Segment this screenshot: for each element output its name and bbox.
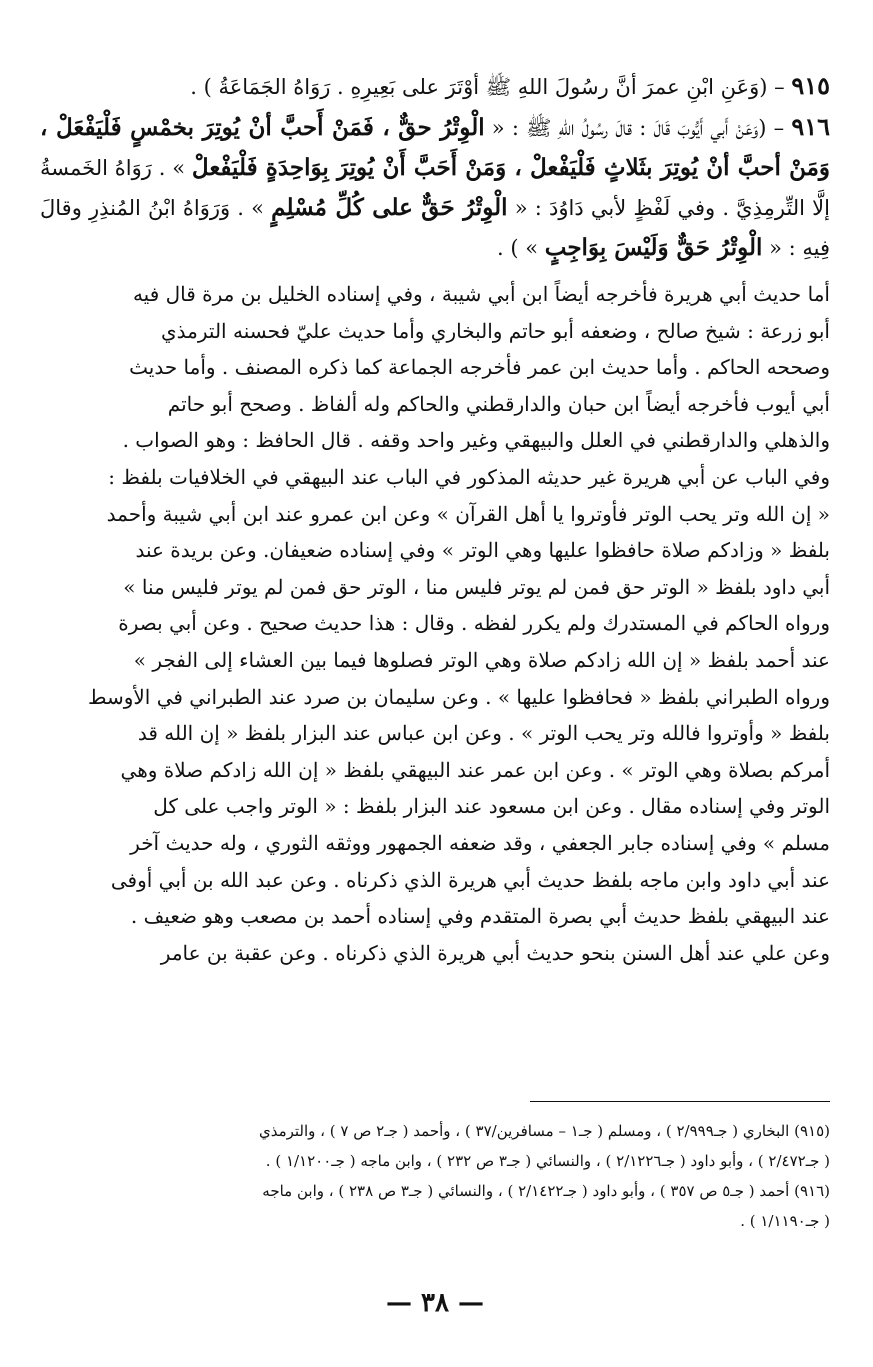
commentary-line: أبي أيوب فأخرجه أيضاً ابن حبان والدارقطني والحاكم وله ألفاظ . وصحح أبو حاتم — [167, 391, 830, 416]
hadith-text: (وَعَنِ ابْنِ عمرَ أنَّ رسُولَ اللهِ ﷺ أوْتَرَ على بَعِيرِهِ . رَوَاهُ الجَمَاعَةُ ) . — [190, 75, 768, 99]
commentary-line: عند أحمد بلفظ « إن الله زادكم صلاة وهي الوتر فصلوها فيما بين العشاء إلى الفجر » — [133, 647, 830, 672]
commentary-line: أمركم بصلاة وهي الوتر » . وعن ابن عمر عند البيهقي بلفظ « إن الله زادكم صلاة وهي — [120, 757, 830, 782]
hadith-bold-quote: الْوِتْرُ حَقٌّ وَلَيْسَ بِوَاجِبٍ — [544, 234, 763, 261]
hadith-916 — [40, 107, 830, 268]
hadith-dash: – — [766, 116, 792, 140]
commentary-line: الوتر وفي إسناده مقال . وعن ابن مسعود عند البزار بلفظ : « الوتر واجب على كل — [153, 794, 830, 819]
commentary-line: عند أبي داود وابن ماجه بلفظ حديث أبي هريرة الذي ذكرناه . وعن عبد الله بن أبي أوفى — [110, 867, 830, 892]
commentary-line: أبو زرعة : شيخ صالح ، وضعفه أبو حاتم والبخاري وأما حديث عليّ فحسنه الترمذي — [161, 318, 830, 343]
hadith-bold-quote: الْوِتْرُ حقٌّ ، فَمَنْ أَحبَّ أنْ يُوتِرَ بخمْسٍ فَلْيَفْعَلْ ، وَمَنْ أحبَّ أنْ يُوتِرَ بثَلاثٍ فَلْيَفْعلْ ، وَمَنْ أَحَبَّ أَنْ يُوتِرَ بِوَاحِدَةٍ فَلْيَفْعلْ — [40, 114, 830, 181]
commentary-line: مسلم » وفي إسناده جابر الجعفي ، وقد ضعفه الجمهور ووثقه الثوري ، وله حديث آخر — [130, 830, 830, 855]
hadith-number: ٩١٥ — [791, 71, 830, 100]
hadith-text-part: » ) . — [497, 236, 545, 260]
footnote-line: ( جـ١/١١٩٠ ) . — [740, 1212, 830, 1230]
commentary-line: ورواه الطبراني بلفظ « فحافظوا عليها » . وعن سليمان بن صرد عند الطبراني في الأوسط — [87, 684, 830, 709]
hadith-916-paragraph — [40, 107, 830, 268]
commentary-line: بلفظ « وزادكم صلاة حافظوا عليها وهي الوتر » وفي إسناده ضعيفان. وعن بريدة عند — [135, 538, 830, 563]
book-page — [40, 66, 830, 1318]
commentary-line: أما حديث أبي هريرة فأخرجه أيضاً ابن أبي شيبة ، وفي إسناده الخليل بن مرة قال فيه — [132, 282, 830, 306]
hadith-915-paragraph — [40, 66, 830, 107]
hadith-text-part: » . وَرَوَاهُ ابْنُ المُنذِرِ وقالَ فِيهِ : « — [40, 196, 830, 260]
hadith-number: ٩١٦ — [791, 112, 830, 141]
commentary-line: « إن الله وتر يحب الوتر فأوتروا يا أهل القرآن » وعن ابن عمرو عند ابن أبي شيبة وأحمد — [106, 501, 830, 526]
hadith-dash: – — [767, 75, 792, 99]
hadith-text-part: (وَعَنْ أَبي أَيُّوبَ قَالَ : قالَ رسُولُ اللهِ ﷺ : « — [484, 116, 767, 140]
commentary-line: وعن علي عند أهل السنن بنحو حديث أبي هريرة الذي ذكرناه . وعن عقبة بن عامر — [160, 940, 830, 965]
commentary-line: وفي الباب عن أبي هريرة غير حديثه المذكور في الباب عند البيهقي في الخلافيات بلفظ : — [108, 464, 830, 489]
footnote-line: (٩١٦) أحمد ( جـ٥ ص ٣٥٧ ) ، وأبو داود ( جـ٢/١٤٢٢ ) ، والنسائي ( جـ٣ ص ٢٣٨ ) ، وابن ماجه — [262, 1182, 830, 1200]
commentary — [40, 276, 830, 971]
hadith-915 — [40, 66, 830, 107]
commentary-line: بلفظ « وأوتروا فالله وتر يحب الوتر » . وعن ابن عباس عند البزار بلفظ « إن الله قد — [137, 721, 830, 746]
commentary-line: عند البيهقي بلفظ حديث أبي بصرة المتقدم وفي إسناده أحمد بن مصعب وهو ضعيف . — [130, 904, 830, 929]
footnote-separator — [530, 1101, 830, 1102]
page-number: — ٣٨ — — [385, 1288, 485, 1318]
commentary-line: ورواه الحاكم في المستدرك ولم يكرر لفظه . وقال : هذا حديث صحيح . وعن أبي بصرة — [118, 611, 830, 636]
footnotes — [40, 1116, 830, 1236]
hadith-bold-quote: الْوِتْرُ حَقٌّ على كُلِّ مُسْلِمٍ — [271, 194, 508, 221]
footnote-line: (٩١٥) البخاري ( جـ٢/٩٩٩ ) ، ومسلم ( جـ١ – مسافرين/٣٧ ) ، وأحمد ( جـ٢ ص ٧ ) ، والترمذي — [258, 1122, 830, 1140]
footnote-line: ( جـ٢/٤٧٢ ) ، وأبو داود ( جـ٢/١٢٢٦ ) ، والنسائي ( جـ٣ ص ٢٣٢ ) ، وابن ماجه ( جـ١/١٢٠٠ ) . — [265, 1152, 830, 1170]
commentary-line: والذهلي والدارقطني في العلل والبيهقي وغير واحد وقفه . قال الحافظ : وهو الصواب . — [122, 428, 830, 453]
commentary-line: وصححه الحاكم . وأما حديث ابن عمر فأخرجه الجماعة كما ذكره المصنف . وأما حديث — [129, 355, 830, 380]
commentary-line: أبي داود بلفظ « الوتر حق فمن لم يوتر فليس منا ، الوتر حق فمن لم يوتر فليس منا » — [123, 574, 830, 599]
hadith-text-part: » . رَوَاهُ الخَمسةُ إلَّا التِّرمِذِيَّ . وفي لَفْظٍ لأبي دَاوُدَ : « — [40, 156, 830, 220]
